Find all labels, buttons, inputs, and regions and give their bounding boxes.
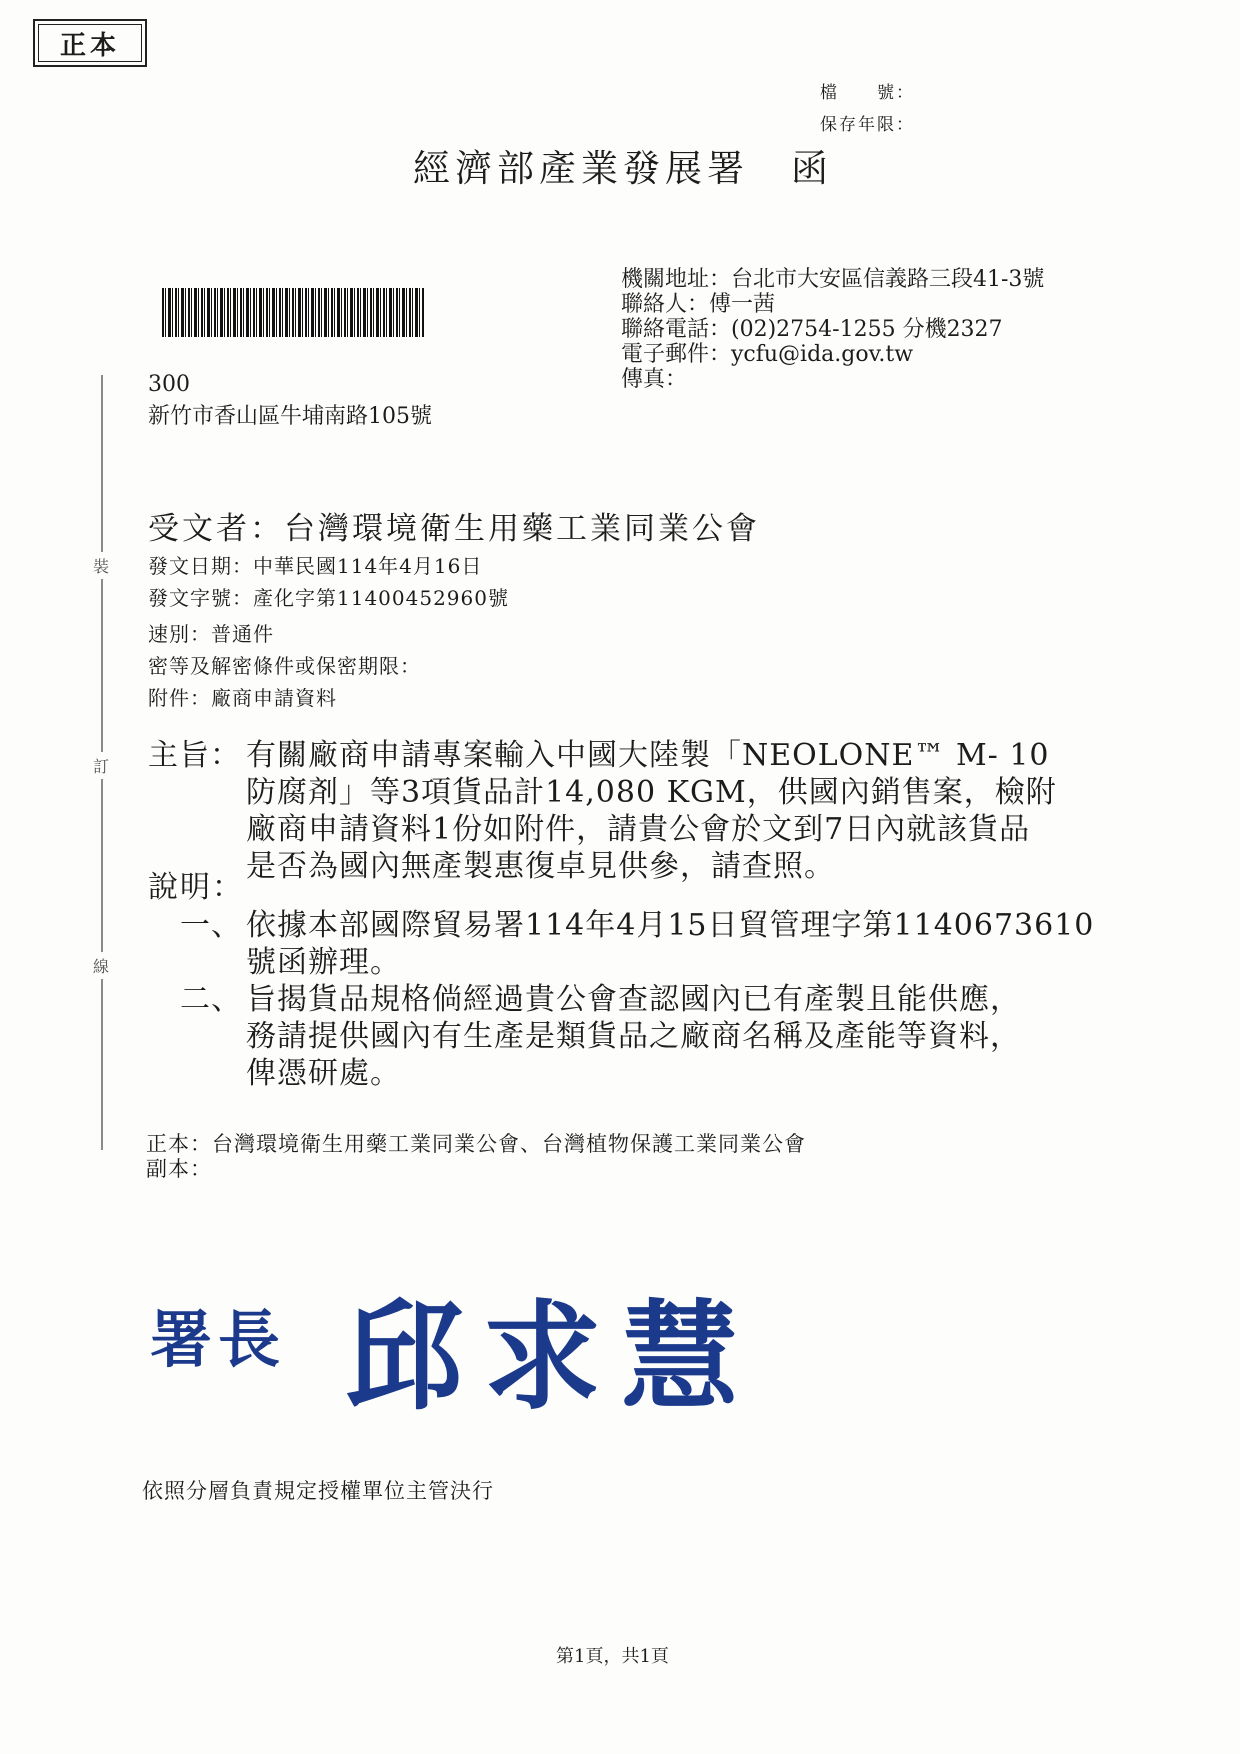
description-line: 旨揭貨品規格倘經過貴公會查認國內已有產製且能供應， <box>246 982 1021 1017</box>
retention-period-label: 保存年限： <box>820 115 915 135</box>
description-line: 務請提供國內有生產是類貨品之廠商名稱及產能等資料， <box>246 1019 1021 1054</box>
subject-label: 主旨： <box>148 738 241 773</box>
copy-recipients: 副本： <box>146 1157 212 1181</box>
agency-address: 機關地址：台北市大安區信義路三段41-3號 <box>621 267 1045 292</box>
recipient: 受文者：台灣環境衛生用藥工業同業公會 <box>148 511 760 547</box>
subject-line: 是否為國內無產製惠復卓見供參，請查照。 <box>246 849 835 884</box>
description-line: 俾憑研處。 <box>246 1056 401 1091</box>
contact-fax: 傳真： <box>621 367 688 392</box>
description-line: 號函辦理。 <box>246 945 401 980</box>
original-copy-stamp <box>33 19 147 67</box>
secrecy-level: 密等及解密條件或保密期限： <box>148 654 421 678</box>
contact-email: 電子郵件：ycfu@ida.gov.tw <box>621 342 914 367</box>
speed-category: 速別：普通件 <box>148 622 274 646</box>
subject-line: 廠商申請資料1份如附件，請貴公會於文到7日內就該貨品 <box>246 812 1031 847</box>
description-item-marker: 二、 <box>180 982 242 1017</box>
subject-line: 防腐剤」等3項貨品計14,080 KGM，供國內銷售案，檢附 <box>246 775 1057 810</box>
binding-mark-top: 裝 <box>90 552 112 579</box>
stamp-label: 正本 <box>38 24 142 62</box>
document-title: 經濟部產業發展署 函 <box>413 147 833 190</box>
issue-date: 發文日期：中華民國114年4月16日 <box>148 554 483 578</box>
authorization-note: 依照分層負責規定授權單位主管決行 <box>142 1479 494 1503</box>
mailing-address: 新竹市香山區牛埔南路105號 <box>148 404 432 429</box>
description-line: 依據本部國際貿易署114年4月15日貿管理字第1140673610 <box>246 908 1095 943</box>
description-label: 說明： <box>148 870 244 905</box>
page-number: 第1頁，共1頁 <box>556 1646 669 1667</box>
document-number: 發文字號：產化字第11400452960號 <box>148 586 509 610</box>
signature-title: 署長 <box>150 1303 287 1376</box>
file-number-label: 檔 號： <box>820 83 915 103</box>
description-item-marker: 一、 <box>180 908 242 943</box>
contact-phone: 聯絡電話：(02)2754-1255 分機2327 <box>621 317 1003 342</box>
binding-mark-middle: 訂 <box>90 752 112 779</box>
subject-line: 有關廠商申請專案輸入中國大陸製「NEOLONE™ M- 10 <box>246 738 1050 773</box>
attachment: 附件：廠商申請資料 <box>148 686 337 710</box>
barcode <box>162 288 425 337</box>
signature-name: 邱求慧 <box>345 1287 760 1426</box>
mailing-zip: 300 <box>148 372 190 397</box>
binding-mark-bottom: 線 <box>90 952 112 979</box>
contact-person: 聯絡人：傅一茜 <box>621 292 776 317</box>
original-recipients: 正本：台灣環境衛生用藥工業同業公會、台灣植物保護工業同業公會 <box>146 1132 806 1156</box>
